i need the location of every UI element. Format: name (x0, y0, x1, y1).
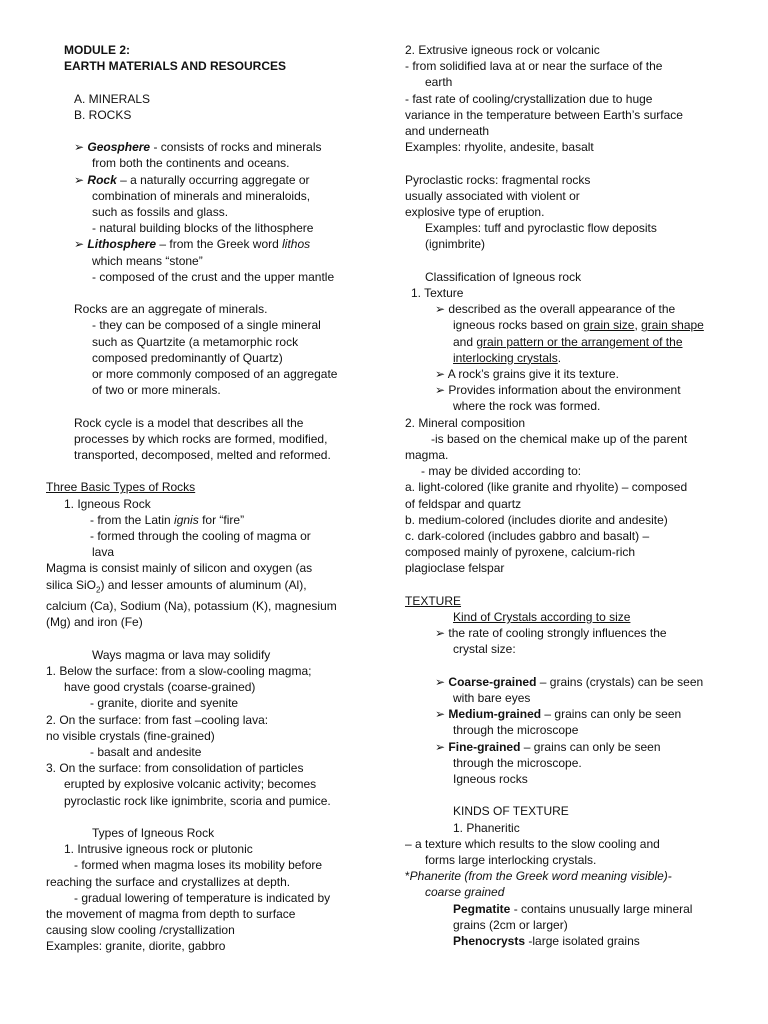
medium-grained-def: – grains can only be seen (541, 707, 682, 722)
tex-b1-l3a: and (453, 334, 477, 349)
way-2-line-1: 2. On the surface: from fast –cooling lava: (46, 712, 269, 727)
phenocrysts-line (405, 933, 725, 949)
texture-b3-l1: Provides information about the environment (448, 383, 681, 398)
texture-bullet-1-line-3 (405, 334, 725, 350)
tex-b1-l2a: igneous rocks based on (453, 318, 584, 333)
way-1-line-3: - granite, diorite and syenite (90, 696, 239, 711)
dark-colored-line-2: composed mainly of pyroxene, calcium-rich (405, 545, 636, 560)
arrow-bullet-icon: ➢ (74, 172, 85, 187)
extrusive-line-2: earth (425, 75, 453, 90)
mineral-composition-line-2: magma. (405, 448, 449, 463)
geosphere-term: Geosphere (87, 140, 151, 155)
grain-size-term: grain size (583, 318, 635, 333)
arrow-bullet-icon: ➢ (435, 302, 446, 317)
coarse-grained-bullet (405, 674, 725, 690)
aggregate-line-3: such as Quartzite (a metamorphic rock (92, 334, 299, 349)
coarse-grained-term: Coarse-grained (448, 674, 537, 689)
phaneritic-line-2: forms large interlocking crystals. (425, 853, 597, 868)
arrow-bullet-icon: ➢ (435, 626, 446, 641)
pegmatite-term: Pegmatite (453, 901, 511, 916)
extrusive-examples: Examples: rhyolite, andesite, basalt (405, 140, 594, 155)
arrow-bullet-icon: ➢ (435, 707, 446, 722)
texture-b2: A rock’s grains give it its texture. (447, 367, 619, 382)
phanerite-def: Phanerite (from the Greek word meaning visible)- (409, 869, 672, 884)
lithosphere-definition (46, 236, 372, 252)
intrusive-line-4: - gradual lowering of temperature is indicated by (74, 890, 331, 905)
subscript-2: 2 (96, 585, 101, 595)
lithosphere-term: Lithosphere (87, 237, 157, 252)
medium-grained-line-2: through the microscope (453, 723, 579, 738)
way-3-line-1: 3. On the surface: from consolidation of particles (46, 761, 304, 776)
rock-cycle-line-2: processes by which rocks are formed, modified, (74, 431, 328, 446)
rock-line-4: - natural building blocks of the lithosphere (92, 221, 314, 236)
arrow-bullet-icon: ➢ (74, 237, 85, 252)
intrusive-line-5: the movement of magma from depth to surface (46, 907, 296, 922)
tex-b1-l4end: . (557, 350, 562, 365)
lithosphere-def: – from the Greek word (156, 237, 283, 252)
ign-l1c: for “fire” (198, 512, 245, 527)
extrusive-line-4: variance in the temperature between Earth’s surface (405, 107, 683, 122)
arrow-bullet-icon: ➢ (435, 383, 446, 398)
mineral-composition-line-1: -is based on the chemical make up of the parent (431, 431, 688, 446)
light-colored-line-2: of feldspar and quartz (405, 496, 522, 511)
tex-b1-l2c: , (634, 318, 642, 333)
asterisk: * (405, 869, 410, 884)
pyroclastic-line-3: explosive type of eruption. (405, 205, 545, 220)
magma-line-3: calcium (Ca), Sodium (Na), potassium (K), magnesium (46, 599, 337, 614)
fine-grained-term: Fine-grained (448, 739, 521, 754)
rock-line-2: combination of minerals and mineraloids, (92, 188, 311, 203)
pyroclastic-def: : fragmental rocks (495, 172, 591, 187)
arrow-bullet-icon: ➢ (435, 674, 446, 689)
mineral-composition-heading: 2. Mineral composition (405, 415, 526, 430)
types-igneous-heading: Types of Igneous Rock (92, 826, 215, 841)
texture-bullet-1 (405, 301, 725, 317)
texture-bullet-3-line-2: where the rock was formed. (453, 399, 601, 414)
lithosphere-line-2: which means “stone” (92, 253, 203, 268)
intrusive-heading: 1. Intrusive igneous rock or plutonic (64, 842, 253, 857)
grain-pattern-term: grain pattern or the arrangement of the (476, 334, 683, 349)
lithosphere-line-3: - composed of the crust and the upper mantle (92, 269, 335, 284)
ign-l1a: - from the Latin (90, 512, 175, 527)
phaneritic-line-1: – a texture which results to the slow cooling and (405, 836, 660, 851)
magma-line-1: Magma is consist mainly of silicon and oxygen (as (46, 561, 313, 576)
aggregate-line-2: - they can be composed of a single mineral (92, 318, 321, 333)
way-1-line-1: 1. Below the surface: from a slow-cooling magma; (46, 664, 312, 679)
pyroclastic-line-2: usually associated with violent or (405, 188, 580, 203)
medium-grained-bullet (405, 706, 725, 722)
texture-bullet-1-line-2 (405, 317, 725, 333)
module-title: MODULE 2: (64, 43, 130, 57)
intrusive-line-3: reaching the surface and crystallizes at depth. (46, 874, 291, 889)
rock-definition (46, 172, 372, 188)
way-2-line-3: - basalt and andesite (90, 745, 202, 760)
rock-term: Rock (87, 172, 117, 187)
pyroclastic-line-4: Examples: tuff and pyroclastic flow deposits (425, 221, 657, 236)
magma-l2a: silica SiO (46, 577, 97, 592)
lithos-word: lithos (282, 237, 311, 252)
pyroclastic-line-1 (405, 172, 725, 188)
mineral-composition-line-3: - may be divided according to: (421, 464, 582, 479)
classification-heading: Classification of Igneous rock (425, 269, 582, 284)
texture-bullet-3 (405, 382, 725, 398)
coarse-grained-def: – grains (crystals) can be seen (536, 674, 704, 689)
texture-b1-l1: described as the overall appearance of the (448, 302, 676, 317)
outline-item-rocks: B. ROCKS (74, 107, 132, 122)
ways-heading: Ways magma or lava may solidify (92, 647, 271, 662)
way-3-line-2: erupted by explosive volcanic activity; becomes (64, 777, 317, 792)
module-subtitle: EARTH MATERIALS AND RESOURCES (64, 59, 287, 74)
cooling-bullet (405, 625, 725, 641)
arrow-bullet-icon: ➢ (74, 140, 85, 155)
rock-line-3: such as fossils and glass. (92, 205, 229, 219)
way-1-line-2: have good crystals (coarse-grained) (64, 680, 256, 695)
light-colored-line-1: a. light-colored (like granite and rhyolite) – composed (405, 480, 688, 495)
aggregate-line-1: Rocks are an aggregate of minerals. (74, 302, 268, 317)
way-3-line-3: pyroclastic rock like ignimbrite, scoria and pumice. (64, 793, 331, 808)
fine-grained-bullet (405, 739, 725, 755)
intrusive-examples: Examples: granite, diorite, gabbro (46, 939, 226, 954)
outline-item-minerals: A. MINERALS (74, 91, 151, 106)
magma-line-4: (Mg) and iron (Fe) (46, 615, 143, 630)
extrusive-line-5: and underneath (405, 124, 490, 139)
aggregate-line-4: composed predominantly of Quartz) (92, 350, 283, 365)
rock-def: – a naturally occurring aggregate or (116, 172, 310, 187)
phaneritic-heading: 1. Phaneritic (453, 820, 520, 835)
crystals-size-heading: Kind of Crystals according to size (453, 610, 631, 625)
phanerite-line (405, 868, 725, 884)
texture-bullet-1-line-4 (405, 350, 725, 366)
right-column (405, 42, 725, 949)
igneous-heading: 1. Igneous Rock (64, 496, 151, 511)
coarse-grained-note: coarse grained (425, 885, 505, 900)
pyroclastic-term: Pyroclastic rocks (405, 172, 496, 187)
texture-item: 1. Texture (411, 286, 464, 301)
igneous-rocks-label: Igneous rocks (453, 772, 528, 787)
aggregate-line-6: of two or more minerals. (92, 383, 221, 398)
dark-colored-line-3: plagioclase felspar (405, 561, 505, 576)
three-types-heading: Three Basic Types of Rocks (46, 480, 196, 495)
cooling-bullet-line-2: crystal size: (453, 642, 516, 657)
igneous-line-1 (46, 512, 372, 528)
rock-cycle-line-1: Rock cycle is a model that describes all the (74, 415, 304, 430)
extrusive-heading: 2. Extrusive igneous rock or volcanic (405, 43, 600, 57)
phenocrysts-def: -large isolated grains (525, 934, 640, 949)
pegmatite-line (405, 901, 725, 917)
texture-bullet-2 (405, 366, 725, 382)
way-2-line-2: no visible crystals (fine-grained) (46, 728, 215, 743)
intrusive-line-2: - formed when magma loses its mobility before (74, 858, 323, 873)
pegmatite-line-2: grains (2cm or larger) (453, 917, 568, 932)
cooling-b1-l1: the rate of cooling strongly influences the (448, 626, 667, 641)
magma-line-2 (46, 577, 372, 599)
pyroclastic-line-5: (ignimbrite) (425, 237, 486, 252)
grain-shape-term: grain shape (641, 318, 704, 333)
medium-colored-line: b. medium-colored (includes diorite and andesite) (405, 512, 668, 527)
magma-l2b: ) and lesser amounts of aluminum (Al), (100, 577, 307, 592)
rock-cycle-line-3: transported, decomposed, melted and reformed. (74, 448, 331, 463)
medium-grained-term: Medium-grained (448, 707, 542, 722)
left-column (46, 42, 372, 955)
igneous-line-2: - formed through the cooling of magma or (90, 529, 311, 544)
dark-colored-line-1: c. dark-colored (includes gabbro and basalt) – (405, 529, 650, 544)
interlocking-crystals-term: interlocking crystals (453, 350, 558, 365)
kinds-of-texture-heading: KINDS OF TEXTURE (453, 804, 569, 819)
coarse-grained-line-2: with bare eyes (453, 691, 531, 706)
geosphere-definition (46, 139, 372, 155)
intrusive-line-6: causing slow cooling /crystallization (46, 923, 235, 938)
ignis-word: ignis (174, 512, 199, 527)
phenocrysts-term: Phenocrysts (453, 934, 526, 949)
aggregate-line-5: or more commonly composed of an aggregate (92, 367, 338, 382)
texture-heading: TEXTURE (405, 593, 462, 608)
fine-grained-line-2: through the microscope. (453, 755, 582, 770)
pegmatite-def: - contains unusually large mineral (510, 901, 693, 916)
arrow-bullet-icon: ➢ (435, 367, 446, 382)
fine-grained-def: – grains can only be seen (520, 739, 661, 754)
geosphere-def: - consists of rocks and minerals (150, 140, 322, 155)
extrusive-line-1: - from solidified lava at or near the surface of the (405, 59, 663, 74)
geosphere-line-2: from both the continents and oceans. (92, 156, 290, 171)
arrow-bullet-icon: ➢ (435, 739, 446, 754)
extrusive-line-3: - fast rate of cooling/crystallization due to huge (405, 91, 653, 106)
igneous-line-3: lava (92, 545, 115, 560)
